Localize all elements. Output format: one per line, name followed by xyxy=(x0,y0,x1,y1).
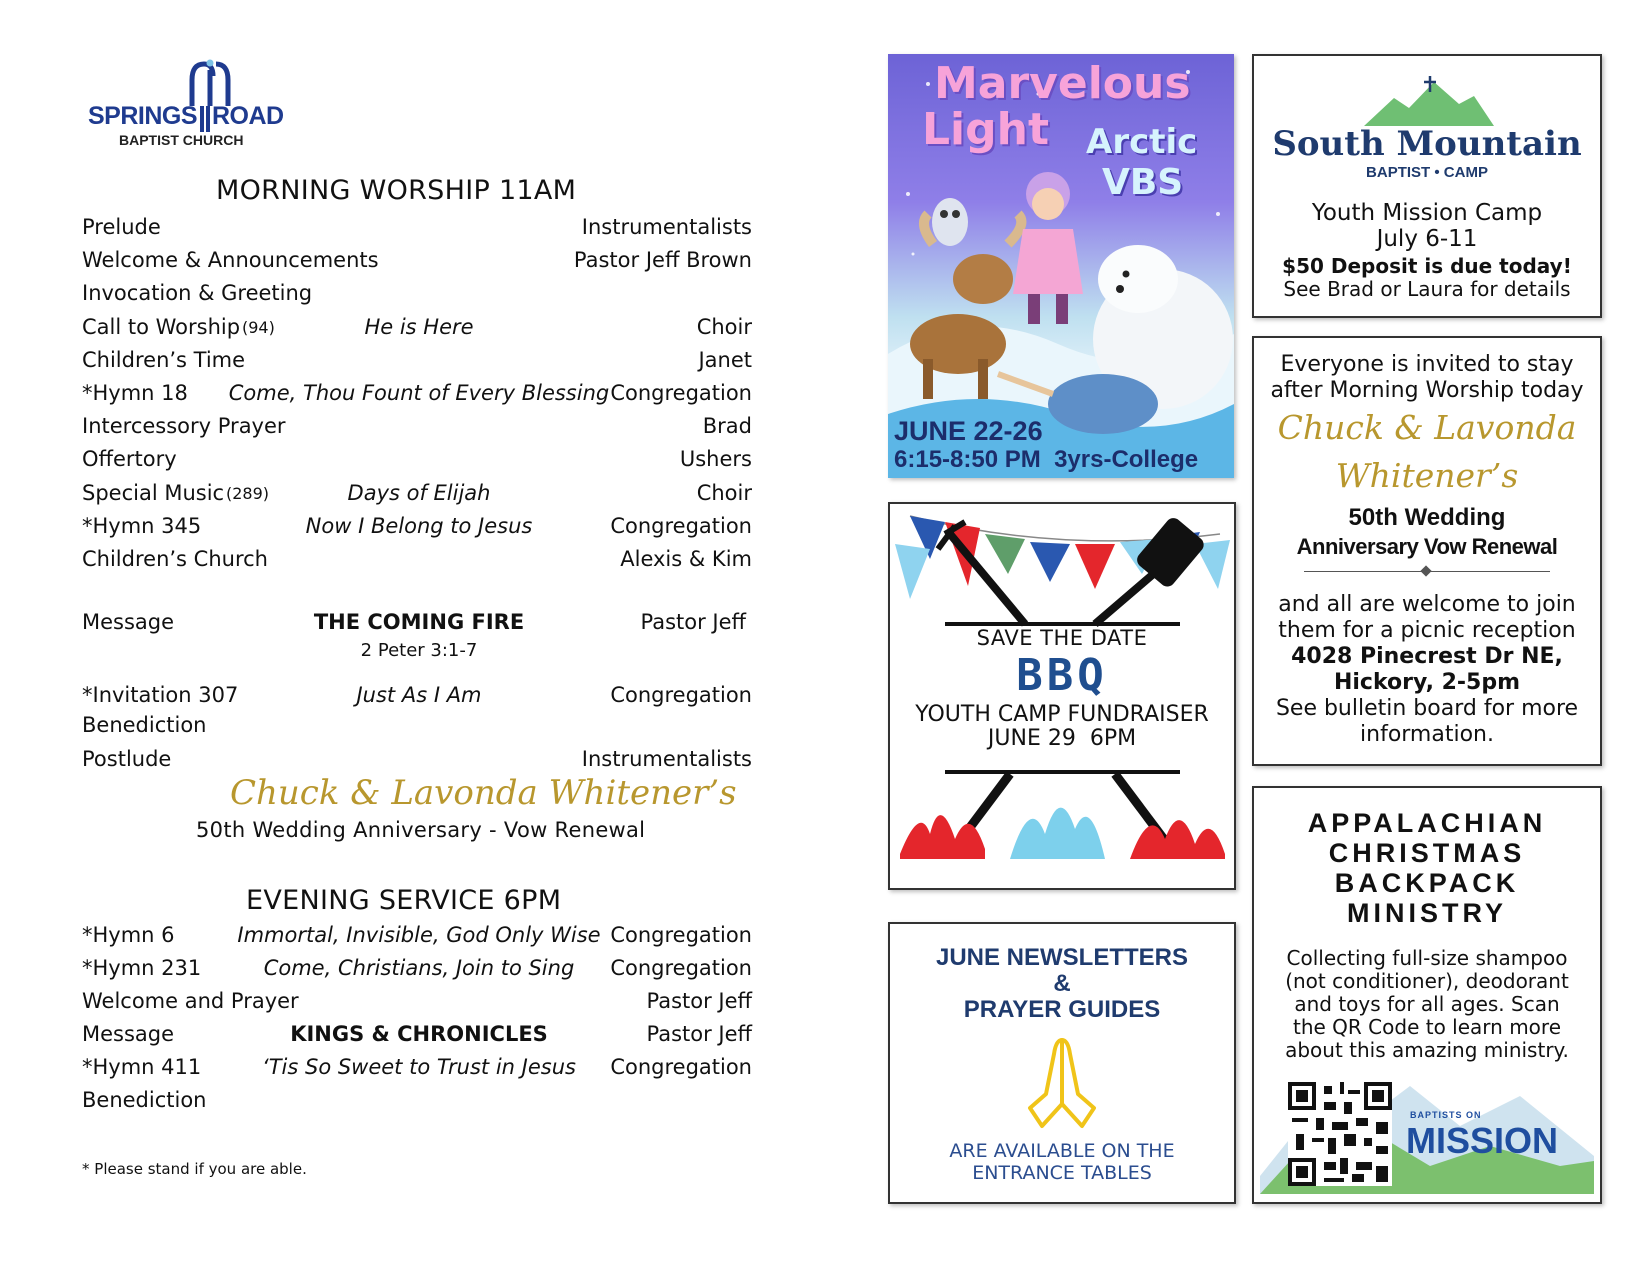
row-title: Now I Belong to Jesus xyxy=(305,513,533,538)
row-title: Come, Thou Fount of Every Blessing xyxy=(228,381,610,405)
row-leader: Instrumentalists xyxy=(581,215,752,239)
anniversary-line: 50th Wedding Anniversary - Vow Renewal xyxy=(196,818,646,842)
row-item: *Hymn 345 xyxy=(82,513,202,538)
bbq-save-date: SAVE THE DATE xyxy=(976,626,1148,650)
order-row xyxy=(82,447,752,479)
camp-deposit: $50 Deposit is due today! xyxy=(1282,254,1572,278)
news-line-2: & xyxy=(1053,970,1071,997)
logo-springs: SPRINGS xyxy=(88,102,198,130)
row-item: Welcome & Announcements xyxy=(82,248,379,273)
row-item: Message xyxy=(82,1022,175,1046)
row-title: Come, Christians, Join to Sing xyxy=(263,956,575,980)
mountain-icon xyxy=(1364,76,1494,126)
row-title: Days of Elijah xyxy=(347,480,491,505)
stand-note: * Please stand if you are able. xyxy=(82,1160,307,1178)
invite-bold-1: 50th Wedding xyxy=(1348,504,1506,531)
order-row xyxy=(82,381,752,413)
order-row xyxy=(82,281,752,313)
app-title-2: CHRISTMAS xyxy=(1328,838,1526,868)
vbs-flyer xyxy=(888,54,1234,478)
invite-address-1: 4028 Pinecrest Dr NE, xyxy=(1291,644,1563,669)
order-row xyxy=(82,956,752,988)
morning-title: MORNING WORSHIP 11AM xyxy=(216,175,577,206)
row-item: *Hymn 231 xyxy=(82,956,202,980)
app-title-3: BACKPACK xyxy=(1334,868,1520,898)
vbs-title-4: VBS xyxy=(1102,162,1184,203)
row-title: He is Here xyxy=(364,314,474,339)
row-item: *Hymn 18 xyxy=(82,381,188,405)
row-leader: Congregation xyxy=(610,1055,752,1079)
invitation-row xyxy=(82,683,752,715)
message-scripture: 2 Peter 3:1-7 xyxy=(360,640,478,661)
row-leader: Congregation xyxy=(610,513,752,538)
row-title: KINGS & CHRONICLES xyxy=(290,1022,548,1046)
row-item: Intercessory Prayer xyxy=(82,414,286,439)
row-item: *Hymn 411 xyxy=(82,1055,202,1079)
order-row xyxy=(82,514,752,546)
row-item: Children’s Church xyxy=(82,547,268,571)
row-title: ‘Tis So Sweet to Trust in Jesus xyxy=(262,1055,576,1079)
row-leader: Congregation xyxy=(610,923,752,947)
order-row xyxy=(82,923,752,955)
invite-line-4: them for a picnic reception xyxy=(1278,618,1576,643)
postlude-label: Postlude xyxy=(82,747,172,771)
row-item: *Hymn 6 xyxy=(82,923,175,947)
message-row xyxy=(82,610,752,642)
message-title: THE COMING FIRE xyxy=(313,610,525,634)
anniversary-name: Chuck & Lavonda Whitener’s xyxy=(230,773,737,813)
bbq-flyer xyxy=(888,502,1236,890)
row-leader: Alexis & Kim xyxy=(620,547,752,571)
camp-brand-sub: BAPTIST • CAMP xyxy=(1366,164,1488,181)
app-body-3: and toys for all ages. Scan xyxy=(1294,992,1560,1016)
invite-name-2: Whitener’s xyxy=(1335,456,1519,495)
row-leader: Ushers xyxy=(679,447,752,472)
hymnal-number: (94) xyxy=(242,317,275,337)
row-item: Special Music xyxy=(82,480,225,505)
camp-flyer xyxy=(1252,54,1602,318)
hymnal-number: (289) xyxy=(226,483,270,503)
order-row xyxy=(82,248,752,280)
postlude-by: Instrumentalists xyxy=(581,747,752,771)
row-item: Prelude xyxy=(82,215,161,239)
row-item: Invocation & Greeting xyxy=(82,281,313,306)
invitation-by: Congregation xyxy=(610,683,752,707)
invite-line-3: and all are welcome to join xyxy=(1278,592,1576,617)
order-row xyxy=(82,414,752,446)
row-leader: Congregation xyxy=(610,956,752,980)
invite-line-6: information. xyxy=(1360,722,1494,747)
vbs-times: 6:15-8:50 PM 3yrs-College xyxy=(894,446,1199,473)
message-speaker: Pastor Jeff xyxy=(640,610,746,634)
bbq-date: JUNE 29 6PM xyxy=(987,726,1137,751)
vbs-title-3: Arctic xyxy=(1086,122,1198,162)
benediction-label: Benediction xyxy=(82,713,207,737)
camp-contact: See Brad or Laura for details xyxy=(1283,277,1571,301)
order-row xyxy=(82,1022,752,1054)
app-body-4: the QR Code to learn more xyxy=(1293,1015,1561,1039)
news-line-3: PRAYER GUIDES xyxy=(963,996,1161,1023)
invite-line-5: See bulletin board for more xyxy=(1275,696,1579,721)
evening-title: EVENING SERVICE 6PM xyxy=(246,885,562,916)
app-body-5: about this amazing ministry. xyxy=(1285,1038,1569,1062)
row-leader: Pastor Jeff xyxy=(646,989,752,1013)
invite-line-2: after Morning Worship today xyxy=(1270,378,1584,403)
news-line-1: JUNE NEWSLETTERS xyxy=(935,944,1189,971)
bbq-title: BBQ xyxy=(1016,650,1108,701)
row-item: Offertory xyxy=(82,447,177,472)
logo-road: ROAD xyxy=(212,102,284,130)
invite-name-1: Chuck & Lavonda xyxy=(1277,408,1577,447)
newsletter-flyer xyxy=(888,922,1236,1204)
row-leader: Congregation xyxy=(610,381,752,405)
invitation-hymn: Just As I Am xyxy=(356,683,482,707)
fountain-icon xyxy=(180,58,240,108)
vbs-title-1: Marvelous xyxy=(934,58,1191,109)
row-item: Call to Worship xyxy=(82,314,241,339)
news-available-2: ENTRANCE TABLES xyxy=(972,1162,1152,1184)
app-body-2: (not conditioner), deodorant xyxy=(1285,969,1569,993)
order-row xyxy=(82,1055,752,1087)
row-leader: Pastor Jeff Brown xyxy=(573,248,752,273)
order-row xyxy=(82,989,752,1021)
appalachian-flyer xyxy=(1252,786,1602,1204)
news-available-1: ARE AVAILABLE ON THE xyxy=(949,1140,1175,1162)
divider-diamond-icon xyxy=(1420,565,1431,576)
row-item: Benediction xyxy=(82,1088,207,1112)
invite-line-1: Everyone is invited to stay xyxy=(1280,352,1574,377)
app-title-4: MINISTRY xyxy=(1347,898,1507,928)
row-item: Children’s Time xyxy=(82,347,246,372)
order-row xyxy=(82,1088,752,1120)
order-row xyxy=(82,481,752,513)
qr-code-icon[interactable] xyxy=(1288,1082,1392,1186)
order-row xyxy=(82,315,752,347)
app-title-1: APPALACHIAN xyxy=(1307,808,1547,838)
praying-hands-icon xyxy=(1020,1034,1104,1134)
anniversary-flyer xyxy=(1252,336,1602,766)
row-leader: Choir xyxy=(696,480,752,505)
invite-bold-2: Anniversary Vow Renewal xyxy=(1296,534,1558,559)
app-body-1: Collecting full-size shampoo xyxy=(1286,946,1568,970)
row-leader: Brad xyxy=(702,414,752,439)
camp-dates: July 6-11 xyxy=(1376,226,1478,252)
logo-subtitle: BAPTIST CHURCH xyxy=(119,132,244,148)
vbs-title-2: Light xyxy=(922,104,1049,155)
camp-line-1: Youth Mission Camp xyxy=(1311,200,1543,226)
row-title: Immortal, Invisible, God Only Wise xyxy=(237,923,601,947)
camp-brand: South Mountain xyxy=(1272,124,1582,164)
order-row xyxy=(82,348,752,380)
order-row xyxy=(82,547,752,579)
message-label: Message xyxy=(82,610,175,634)
vbs-dates: JUNE 22-26 xyxy=(894,416,1043,446)
mission-logo: MISSION xyxy=(1406,1120,1559,1161)
bbq-fundraiser: YOUTH CAMP FUNDRAISER xyxy=(915,702,1209,727)
row-item: Welcome and Prayer xyxy=(82,989,299,1013)
church-logo xyxy=(88,58,308,153)
invitation-label: *Invitation 307 xyxy=(82,683,239,707)
row-leader: Janet xyxy=(698,347,752,372)
order-row xyxy=(82,215,752,247)
mission-logo-small: BAPTISTS ON xyxy=(1410,1110,1482,1120)
benediction-row xyxy=(82,713,752,745)
row-leader: Choir xyxy=(696,314,752,339)
invite-address-2: Hickory, 2-5pm xyxy=(1333,670,1521,695)
row-leader: Pastor Jeff xyxy=(646,1022,752,1046)
